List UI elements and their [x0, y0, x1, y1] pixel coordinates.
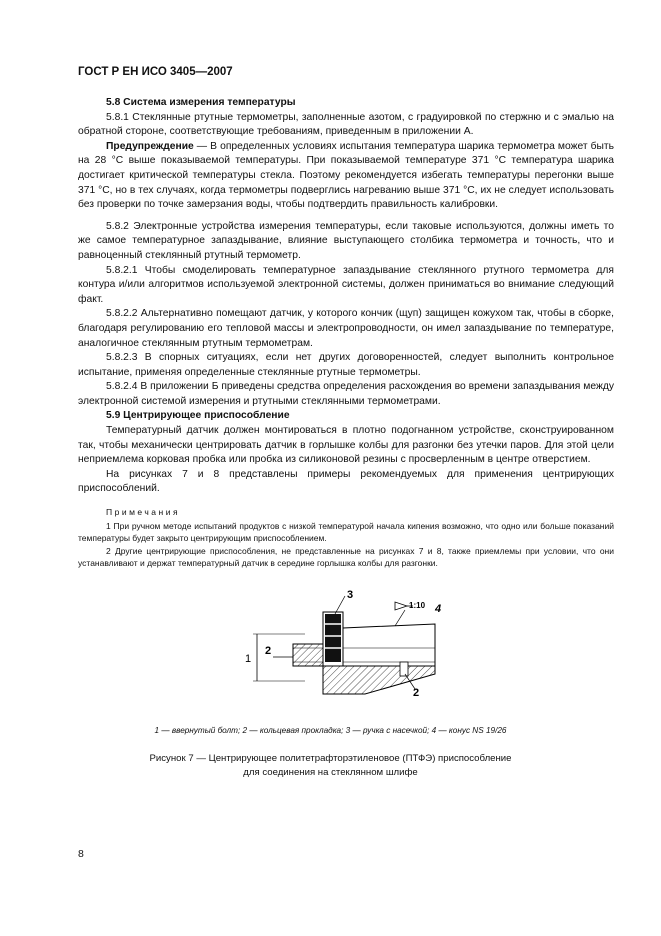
taper-label: 1:10: [409, 601, 426, 610]
paragraph-5-8-2-3: 5.8.2.3 В спорных ситуациях, если нет других договоренностей, следует выполнить контрольное испытание, применяя определенные стеклянные ртутные термометры.: [78, 352, 614, 378]
warning-label: Предупреждение: [106, 140, 194, 152]
page-number: 8: [78, 848, 84, 860]
paragraph-5-8-2-2: 5.8.2.2 Альтернативно помещают датчик, у которого кончик (щуп) защищен кожухом так, чтобы в сборке, благодаря регулированию его тепловой массы и электропроводности, он имел запаздывание по температуре, аналогичное стеклянным ртутным термометрам.: [78, 308, 614, 349]
note-1: 1 При ручном методе испытаний продуктов с низкой температурой начала кипения возможно, что одно или больше показаний температуры будет закрыто центрирующим приспособлением.: [78, 520, 614, 544]
paragraph-5-8-2-4: 5.8.2.4 В приложении Б приведены средства определения расхождения во времени запаздывания между электронной системой измерения и ртутными стеклянными термометрами.: [78, 381, 614, 407]
paragraph-5-9-1: Температурный датчик должен монтироваться в плотно подогнанном устройстве, сконструированном так, чтобы механически центрировать датчик в горлышке колбы для разгонки без утечки паров. Для этой цели неприемлема корковая пробка или пробка из силиконовой резины с просверленным в центре отверстием.: [78, 425, 614, 466]
paragraph-5-8-2-1: 5.8.2.1 Чтобы смоделировать температурное запаздывание стеклянного ртутного термометра для контура и/или алгоритмов используемой электронной системы, должен приниматься во внимание следующий факт.: [78, 264, 614, 305]
label-2b: 2: [413, 687, 420, 699]
screwed-bolt-shape: [293, 644, 323, 666]
warning-paragraph: [78, 140, 614, 213]
label-4: 4: [435, 603, 442, 615]
paragraph-5-8-1: 5.8.1 Стеклянные ртутные термометры, заполненные азотом, с градуировкой по стержню и с эмалью на обратной стороне, соответствующие требованиям, приведенным в приложении А.: [78, 111, 614, 138]
leader-line-4: [395, 610, 405, 626]
section-heading-5-8: 5.8 Система измерения температуры: [106, 97, 296, 108]
paragraph-5-9-2: На рисунках 7 и 8 представлены примеры рекомендуемых для применения центрирующих приспособлений.: [78, 468, 614, 495]
figure-7-drawing: [245, 584, 445, 699]
document-header: ГОСТ Р ЕН ИСО 3405—2007: [78, 66, 233, 78]
notes-title: Примечания: [106, 507, 181, 518]
warning-text: — В определенных условиях испытания температура шарика термометра может быть на 28 °С выше показываемой температуры. При показываемой температуре 371 °С температура шарика достигает критической температуры стекла. Поэтому рекомендуется избегать температуры перегонки выше 371 °С, но в тех случаях, когда термометры подверглись нагреванию выше 371 °С, их не следует использовать без проверки по точке замерзания воды, чтобы подтвердить правильность калибровки.: [78, 140, 614, 211]
figure-caption-line-2: для соединения на стеклянном шлифе: [243, 767, 418, 778]
label-1: 1: [245, 653, 252, 665]
cone-shape: [343, 624, 435, 666]
label-3: 3: [347, 589, 354, 601]
label-2a: 2: [265, 645, 272, 657]
figure-legend: 1 — ввернутый болт; 2 — кольцевая прокладка; 3 — ручка с насечкой; 4 — конус NS 19/26: [154, 726, 507, 735]
knurled-handle-shape: [323, 612, 343, 666]
leader-line-3: [335, 596, 345, 614]
paragraph-5-8-2: 5.8.2 Электронные устройства измерения температуры, если таковые используются, должны иметь то же самое температурное запаздывание, влияние выступающего столбика термометра и точность, что и равноценный стеклянный ртутный термометр.: [78, 220, 614, 261]
figure-caption-line-1: Рисунок 7 — Центрирующее политетрафторэтиленовое (ПТФЭ) приспособление: [149, 753, 512, 764]
note-2: 2 Другие центрирующие приспособления, не представленные на рисунках 7 и 8, также приемлемы при условии, что они устанавливают и держат температурный датчик в середине горлышка колбы для разгонки.: [78, 545, 614, 569]
section-5-8: [78, 96, 614, 570]
section-heading-5-9: 5.9 Центрирующее приспособление: [106, 410, 290, 422]
